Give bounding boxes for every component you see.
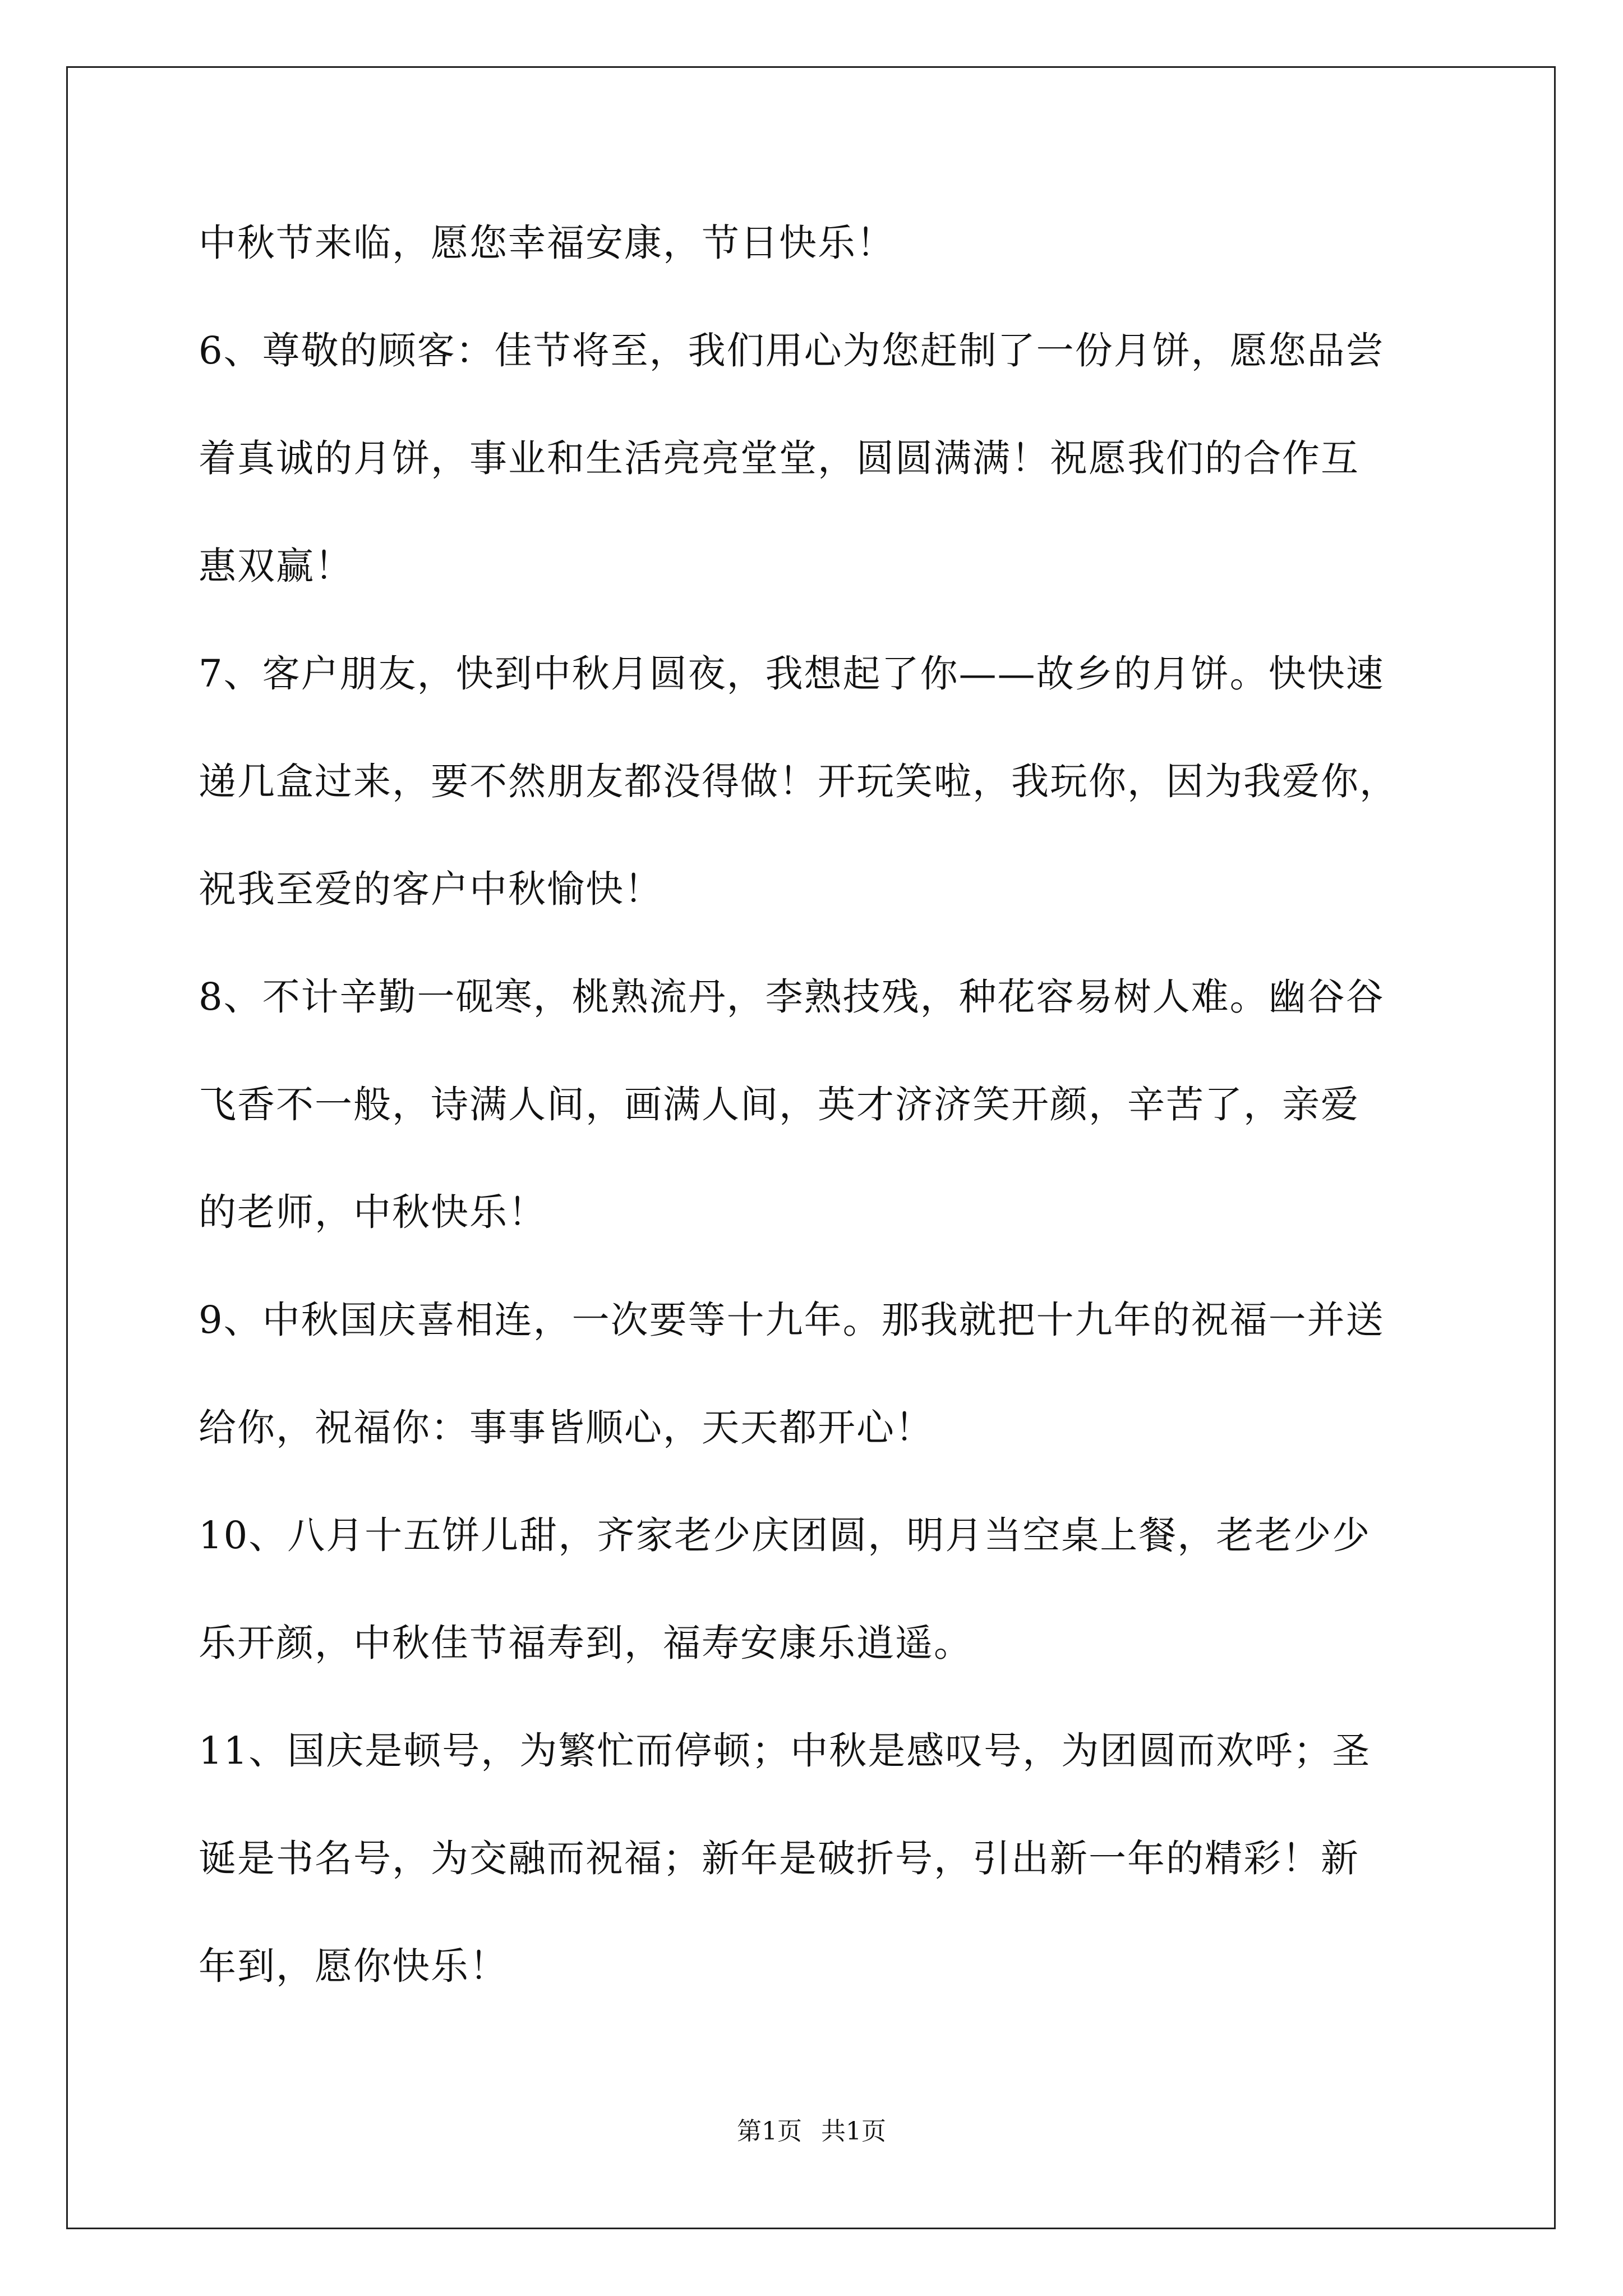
text-line: 递几盒过来，要不然朋友都没得做！开玩笑啦，我玩你，因为我爱你， bbox=[199, 760, 1398, 803]
text-line: 年到，愿你快乐！ bbox=[199, 1944, 508, 1988]
text-line: 7、客户朋友，快到中秋月圆夜，我想起了你——故乡的月饼。快快速 bbox=[199, 652, 1385, 696]
page-number: 第1页 bbox=[737, 2117, 802, 2146]
text-line: 8、不计辛勤一砚寒，桃熟流丹，李熟技残，种花容易树人难。幽谷谷 bbox=[199, 975, 1385, 1019]
text-line: 的老师，中秋快乐！ bbox=[199, 1190, 547, 1234]
text-line: 9、中秋国庆喜相连，一次要等十九年。那我就把十九年的祝福一并送 bbox=[199, 1298, 1385, 1342]
page-footer bbox=[0, 2115, 1623, 2148]
text-line: 6、尊敬的顾客：佳节将至，我们用心为您赶制了一份月饼，愿您品尝 bbox=[199, 329, 1385, 372]
page-total: 共1页 bbox=[821, 2117, 886, 2146]
text-line: 乐开颜，中秋佳节福寿到，福寿安康乐逍遥。 bbox=[199, 1621, 972, 1665]
text-line: 11、国庆是顿号，为繁忙而停顿；中秋是感叹号，为团圆而欢呼；圣 bbox=[199, 1729, 1371, 1773]
text-line: 中秋节来临，愿您幸福安康，节日快乐！ bbox=[199, 221, 895, 265]
text-line: 给你，祝福你：事事皆顺心，天天都开心！ bbox=[199, 1406, 934, 1450]
text-line: 惠双赢！ bbox=[199, 544, 353, 588]
text-line: 10、八月十五饼儿甜，齐家老少庆团圆，明月当空桌上餐，老老少少 bbox=[199, 1513, 1371, 1557]
document-body bbox=[199, 216, 1432, 2047]
text-line: 祝我至爱的客户中秋愉快！ bbox=[199, 867, 663, 911]
text-line: 诞是书名号，为交融而祝福；新年是破折号，引出新一年的精彩！新 bbox=[199, 1837, 1359, 1880]
text-line: 着真诚的月饼，事业和生活亮亮堂堂，圆圆满满！祝愿我们的合作互 bbox=[199, 436, 1359, 480]
text-line: 飞香不一般，诗满人间，画满人间，英才济济笑开颜，辛苦了，亲爱 bbox=[199, 1083, 1359, 1126]
